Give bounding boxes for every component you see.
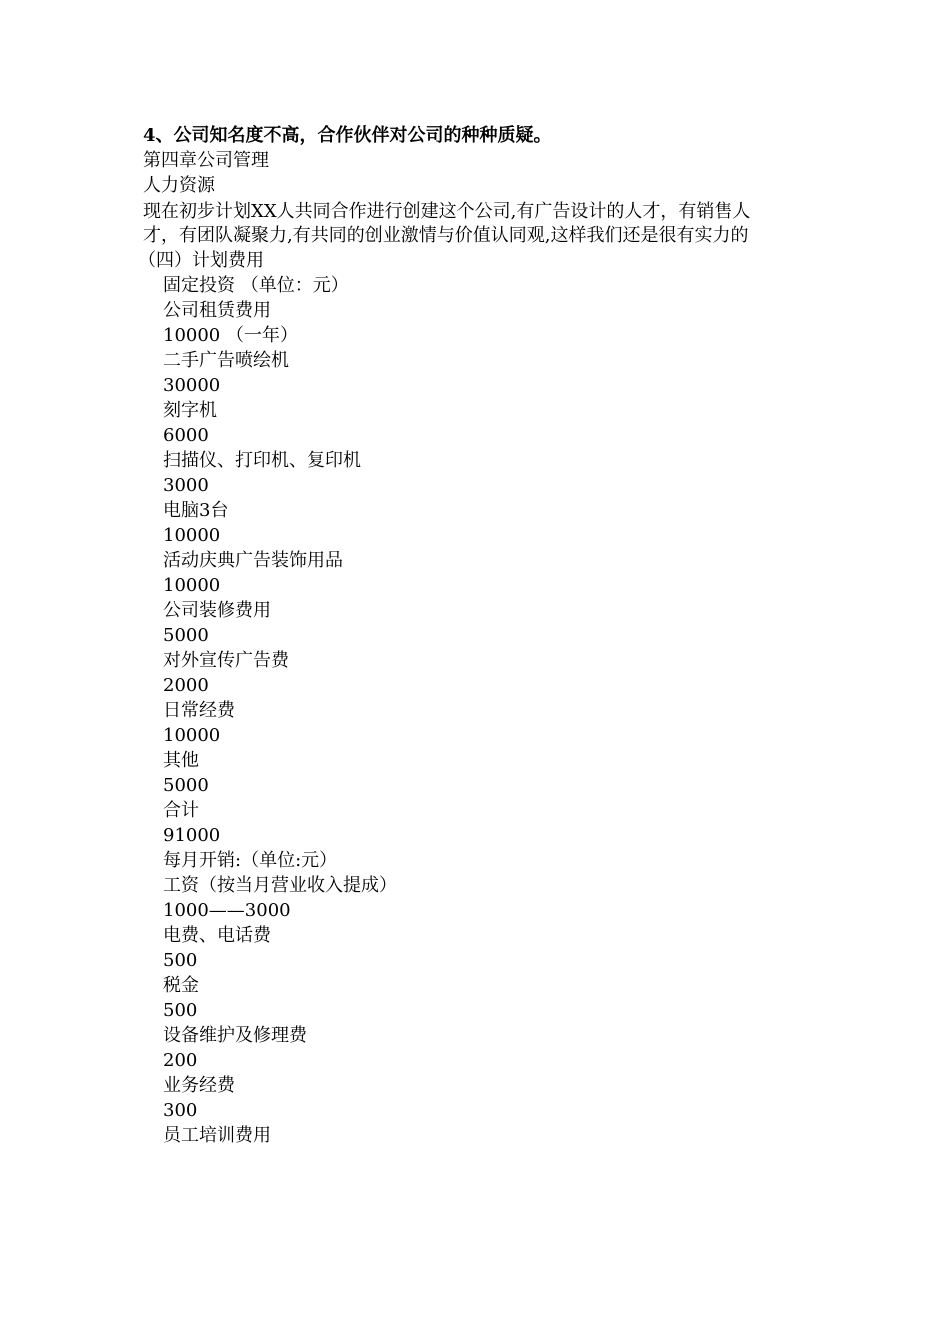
fixed-item-amount: 10000 （一年） — [163, 325, 298, 346]
monthly-item-name: 员工培训费用 — [163, 1125, 271, 1146]
monthly-item-name: 税金 — [163, 975, 199, 996]
chapter-title: 第四章公司管理 — [143, 150, 269, 171]
fixed-item-amount: 3000 — [163, 475, 209, 496]
monthly-item-amount: 200 — [163, 1050, 198, 1071]
fixed-item-name: 日常经费 — [163, 700, 235, 721]
monthly-item-name: 电费、电话费 — [163, 925, 271, 946]
fixed-item-name: 电脑3台 — [163, 500, 229, 521]
section-title: 人力资源 — [143, 175, 215, 196]
intro-issue-line: 4、公司知名度不高，合作伙伴对公司的种种质疑。 — [143, 125, 552, 146]
fixed-item-amount: 2000 — [163, 675, 209, 696]
fixed-item-amount: 5000 — [163, 625, 209, 646]
monthly-expense-heading: 每月开销:（单位:元） — [163, 850, 338, 871]
fixed-investment-heading: 固定投资 （单位：元） — [163, 275, 349, 296]
fixed-item-name: 刻字机 — [163, 400, 217, 421]
fixed-item-name: 二手广告喷绘机 — [163, 350, 289, 371]
fixed-item-name: 对外宣传广告费 — [163, 650, 289, 671]
monthly-item-amount: 500 — [163, 1000, 198, 1021]
monthly-item-name: 设备维护及修理费 — [163, 1025, 307, 1046]
fixed-item-name: 公司租赁费用 — [163, 300, 271, 321]
fixed-item-amount: 10000 — [163, 525, 221, 546]
monthly-item-amount: 300 — [163, 1100, 198, 1121]
monthly-item-amount: 1000——3000 — [163, 900, 291, 921]
fixed-item-name: 活动庆典广告装饰用品 — [163, 550, 343, 571]
hr-paragraph-line-2: 才，有团队凝聚力,有共同的创业激情与价值认同观,这样我们还是很有实力的 — [143, 225, 749, 246]
fixed-item-amount: 30000 — [163, 375, 221, 396]
monthly-item-name: 工资（按当月营业收入提成） — [163, 875, 397, 896]
hr-paragraph-line-1: 现在初步计划XX人共同合作进行创建这个公司,有广告设计的人才，有销售人 — [143, 201, 751, 222]
fixed-item-amount: 10000 — [163, 725, 221, 746]
monthly-item-amount: 500 — [163, 950, 198, 971]
monthly-item-name: 业务经费 — [163, 1075, 235, 1096]
fixed-total-amount: 91000 — [163, 825, 221, 846]
plan-heading: （四）计划费用 — [138, 250, 264, 271]
fixed-item-name: 扫描仪、打印机、复印机 — [163, 450, 361, 471]
fixed-item-amount: 6000 — [163, 425, 209, 446]
fixed-total-label: 合计 — [163, 800, 199, 821]
fixed-item-name: 公司装修费用 — [163, 600, 271, 621]
fixed-item-amount: 10000 — [163, 575, 221, 596]
fixed-item-name: 其他 — [163, 750, 199, 771]
fixed-item-amount: 5000 — [163, 775, 209, 796]
